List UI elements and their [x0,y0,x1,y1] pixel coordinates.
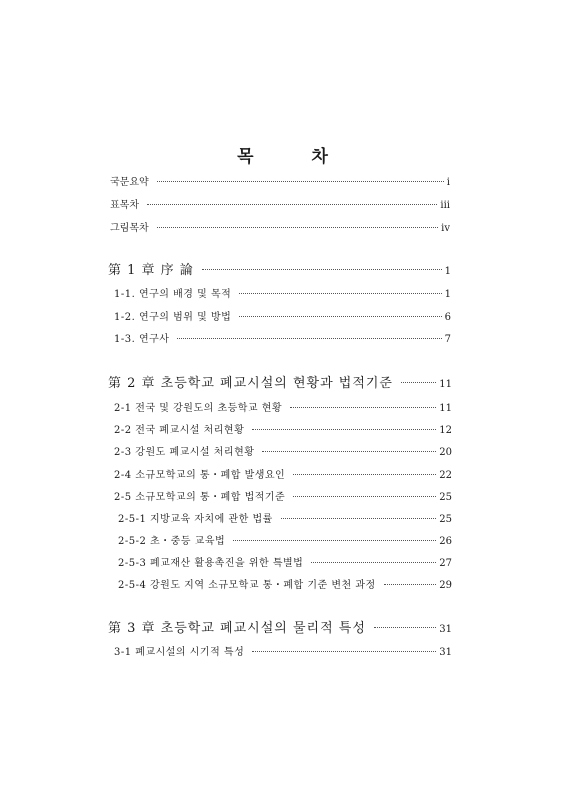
chapter-label: 第 1 章 序 論 [108,263,194,278]
toc-entry-label: 2-1 전국 및 강원도의 초등학교 현황 [114,403,283,414]
toc-entry-1-3[interactable] [114,330,451,345]
leader-dots [252,429,436,430]
toc-entry-page: 25 [439,492,452,503]
leader-dots [374,627,436,628]
toc-entry-page: i [446,177,450,188]
leader-dots [177,338,441,339]
toc-entry-label: 2-3 강원도 폐교시설 처리현황 [114,447,255,458]
chapter-page: 1 [444,266,451,277]
leader-dots [233,540,436,541]
leader-dots [311,562,436,563]
toc-entry-table-list[interactable] [110,196,450,211]
toc-entry-page: 25 [439,514,452,525]
chapter-page: 31 [439,624,452,635]
toc-entry-page: 22 [439,470,452,481]
toc-entry-page: 29 [439,580,452,591]
toc-entry-2-5-1[interactable] [118,510,452,525]
leader-dots [281,518,436,519]
toc-entry-label: 2-5-4 강원도 지역 소규모학교 통・폐합 기준 변천 과정 [118,580,376,591]
toc-entry-label: 3-1 폐교시설의 시기적 특성 [114,647,245,658]
toc-entry-label: 2-5 소규모학교의 통・폐합 법적기준 [114,492,286,503]
toc-entry-page: 12 [439,425,452,436]
leader-dots [290,407,436,408]
toc-entry-figure-list[interactable] [110,219,450,234]
leader-dots [202,269,442,270]
toc-entry-2-4[interactable] [114,466,452,481]
toc-entry-2-3[interactable] [114,443,452,458]
toc-entry-page: 7 [444,334,451,345]
chapter-label: 第 2 章 초등학교 폐교시설의 현황과 법적기준 [108,376,393,391]
toc-entry-abstract[interactable] [110,173,450,188]
toc-entry-2-5-4[interactable] [118,576,452,591]
toc-entry-label: 1-3. 연구사 [114,334,170,345]
chapter-label: 第 3 章 초등학교 폐교시설의 물리적 특성 [108,621,366,636]
toc-entry-page: 26 [439,536,452,547]
toc-entry-page: 11 [439,403,452,414]
leader-dots [293,496,436,497]
leader-dots [293,474,436,475]
toc-entry-page: 20 [439,447,452,458]
toc-entry-label: 1-2. 연구의 범위 및 방법 [114,312,232,323]
toc-entry-page: 31 [439,647,452,658]
toc-entry-label: 2-5-3 폐교재산 활용촉진을 위한 특별법 [118,558,304,569]
toc-entry-page: iv [441,223,450,234]
toc-entry-label: 그림목차 [110,223,149,234]
toc-entry-2-5[interactable] [114,488,452,503]
leader-dots [147,204,437,205]
toc-entry-page: 1 [444,289,451,300]
toc-entry-label: 국문요약 [110,177,149,188]
toc-entry-label: 2-5-2 초・중등 교육법 [118,536,226,547]
toc-entry-2-1[interactable] [114,399,452,414]
leader-dots [262,451,436,452]
toc-entry-label: 1-1. 연구의 배경 및 목적 [114,289,232,300]
toc-entry-label: 2-5-1 지방교육 자치에 관한 법률 [118,514,273,525]
leader-dots [384,584,437,585]
toc-entry-label: 2-2 전국 폐교시설 처리현황 [114,425,245,436]
leader-dots [157,181,444,182]
toc-entry-1-2[interactable] [114,308,451,323]
toc-entry-page: 6 [444,312,451,323]
toc-entry-page: iii [440,200,450,211]
toc-chapter-2[interactable] [108,372,452,391]
toc-entry-2-2[interactable] [114,421,452,436]
leader-dots [157,227,439,228]
toc-entry-3-1[interactable] [114,643,452,658]
leader-dots [239,316,441,317]
toc-entry-label: 2-4 소규모학교의 통・폐합 발생요인 [114,470,286,481]
leader-dots [252,651,436,652]
leader-dots [401,382,436,383]
toc-entry-2-5-2[interactable] [118,532,452,547]
page-title: 목 차 [237,147,354,167]
chapter-page: 11 [439,379,452,390]
toc-entry-label: 표목차 [110,200,139,211]
toc-entry-1-1[interactable] [114,285,451,300]
leader-dots [239,293,441,294]
toc-chapter-1[interactable] [108,259,451,278]
toc-entry-2-5-3[interactable] [118,554,452,569]
toc-chapter-3[interactable] [108,617,452,636]
toc-entry-page: 27 [439,558,452,569]
